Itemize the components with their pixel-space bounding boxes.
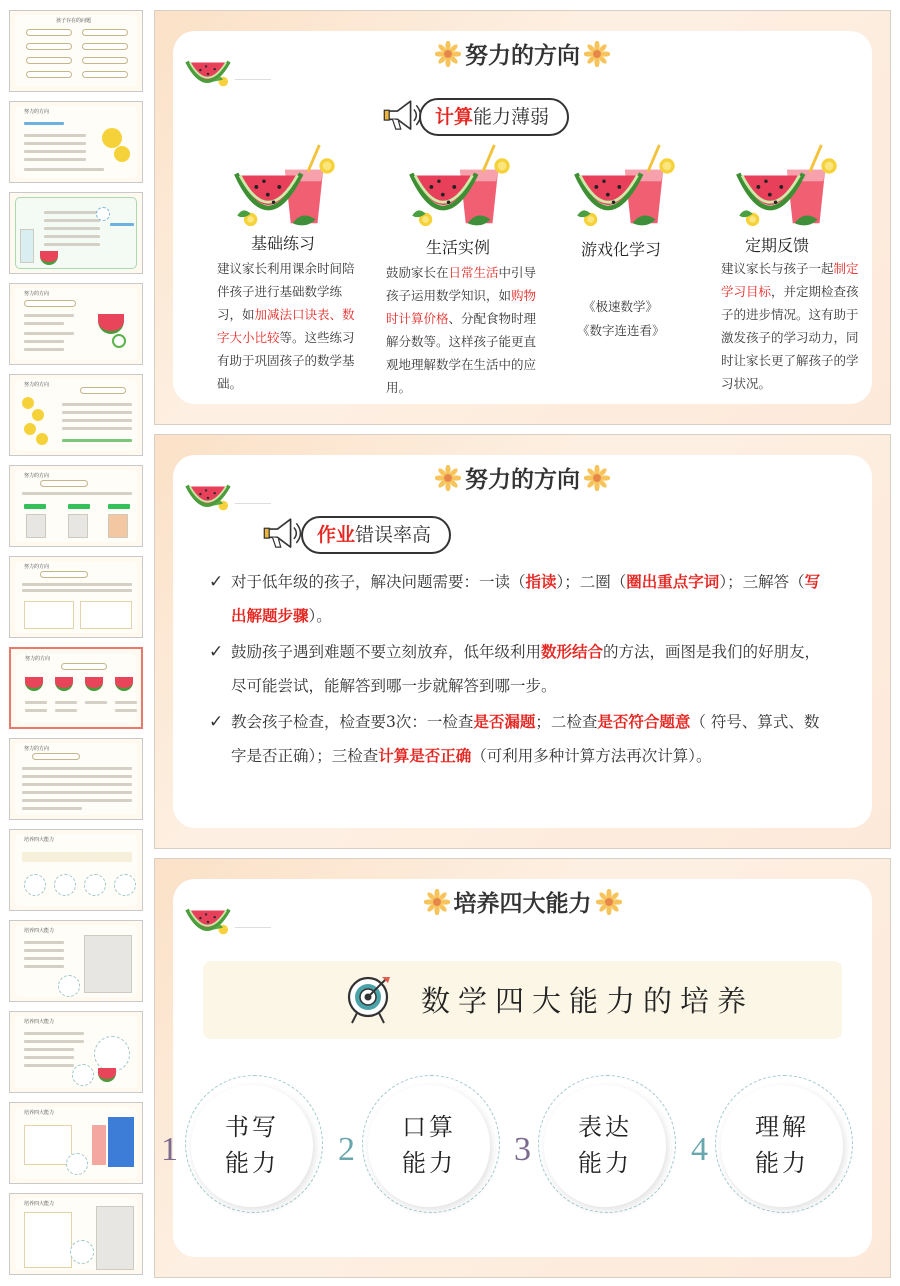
- ability-label-line: 能力: [402, 1149, 456, 1177]
- highlight-text: 数形结合: [541, 642, 604, 661]
- bullet-item: [209, 705, 832, 773]
- watermelon-juice-image: [233, 143, 337, 229]
- thumb-pill: [26, 71, 72, 78]
- ability-label-line: 表达: [578, 1113, 632, 1141]
- slide-thumbnail[interactable]: [9, 374, 143, 456]
- thumb-pill: [24, 300, 76, 307]
- slide-title: [173, 461, 872, 494]
- daisy-icon: [596, 889, 622, 915]
- tip-title: 生活实例: [426, 238, 491, 257]
- ability-label-line: 能力: [755, 1149, 809, 1177]
- thumb-bar: [24, 122, 64, 125]
- thumb-bar: [24, 158, 86, 161]
- thumbnail-title: 孩子存在的问题: [56, 18, 92, 24]
- thumb-image: [26, 514, 46, 538]
- body-text: 的方法，画图是我们的好朋友，尽可能尝试，能解答到哪一步就解答到哪一步。: [231, 643, 821, 695]
- thumb-bar: [92, 1125, 106, 1165]
- ability-comprehension: [691, 1075, 855, 1225]
- ability-label-line: 能力: [578, 1149, 632, 1177]
- thumb-bottle: [20, 229, 34, 263]
- thumb-pill: [82, 29, 128, 36]
- body-text: ）；三解答（: [719, 573, 805, 591]
- slide-thumbnail[interactable]: [9, 920, 143, 1002]
- title-banner: [203, 961, 842, 1039]
- slide-thumbnail[interactable]: [9, 1011, 143, 1093]
- section-heading-pill: [419, 98, 569, 136]
- thumb-bar: [55, 709, 77, 712]
- thumb-bar: [22, 589, 132, 592]
- ability-label-line: 口算: [402, 1113, 456, 1141]
- thumb-bar: [24, 340, 64, 343]
- tip-title: 游戏化学习: [581, 240, 662, 259]
- thumb-pill: [26, 57, 72, 64]
- thumb-bar: [22, 775, 132, 778]
- thumb-bar: [24, 150, 86, 153]
- ability-label-line: 理解: [755, 1113, 809, 1141]
- thumb-pill: [40, 571, 88, 578]
- ability-number: 3: [514, 1131, 531, 1168]
- thumb-bar: [85, 701, 107, 704]
- thumb-pill: [82, 71, 128, 78]
- slide-thumbnail[interactable]: [9, 1193, 143, 1275]
- thumb-pill: [80, 387, 126, 394]
- thumb-bar: [24, 1064, 74, 1067]
- watermelon-juice-image: [408, 143, 512, 229]
- body-text: （可利用多种计算方法再次计算）。: [471, 747, 712, 765]
- lemon-icon: [24, 423, 36, 435]
- heading-text: 能力薄弱: [473, 106, 550, 128]
- slide-thumbnail[interactable]: [9, 465, 143, 547]
- body-text: 鼓励家长在: [386, 265, 449, 280]
- body-text: 教会孩子检查，检查要3次：一检查: [231, 713, 474, 731]
- lemon-icon: [114, 146, 130, 162]
- tip-title: 基础练习: [251, 234, 316, 253]
- highlight-text: 购物时计算价格: [386, 288, 537, 326]
- tip-body: [217, 257, 363, 395]
- thumb-circle: [24, 874, 46, 896]
- lemon-icon: [22, 397, 34, 409]
- body-text: 对于低年级的孩子，解决问题需要：一读（: [231, 573, 526, 591]
- slide-card: [173, 31, 872, 404]
- thumb-bar: [22, 583, 132, 586]
- ability-label: [191, 1109, 313, 1181]
- thumb-bar: [62, 403, 132, 406]
- highlight-text: 日常生活: [448, 265, 499, 280]
- thumb-pill: [26, 43, 72, 50]
- body-text: 中引导孩子运用数学知识，如: [386, 265, 537, 303]
- checkmark-icon: ✓: [209, 642, 224, 662]
- thumbnail-title: 培养四大能力: [24, 1019, 55, 1025]
- thumbnail-title: 努力的方向: [25, 656, 51, 662]
- divider: [235, 503, 271, 504]
- heading-text: 错误率高: [355, 524, 432, 546]
- thumb-bar: [62, 427, 132, 430]
- slide-thumbnail[interactable]: [9, 738, 143, 820]
- thumb-bar: [24, 1048, 74, 1051]
- thumb-book: [108, 1117, 134, 1167]
- thumb-bar: [24, 941, 64, 944]
- ability-number: 4: [691, 1131, 708, 1168]
- thumb-box: [80, 601, 132, 629]
- body-text: ）；二圈（: [556, 573, 627, 591]
- slide-title-text: 培养四大能力: [453, 890, 592, 917]
- body-text: ）。: [308, 607, 332, 625]
- thumb-bar: [22, 791, 132, 794]
- lemon-icon: [32, 409, 44, 421]
- daisy-icon: [584, 465, 610, 491]
- daisy-icon: [435, 465, 461, 491]
- thumb-bar: [44, 211, 100, 214]
- body-text: 等。这些练习有助于巩固孩子的数学基础。: [217, 330, 355, 391]
- slide-card: [173, 455, 872, 828]
- slide-calc-weakness[interactable]: [154, 10, 891, 425]
- game-name: 《极速数学》: [583, 299, 659, 314]
- thumb-bar: [44, 227, 100, 230]
- ability-number: 2: [338, 1131, 355, 1168]
- banner-title: 数学四大能力的培养: [421, 984, 755, 1018]
- thumb-image: [68, 514, 88, 538]
- thumb-bar: [24, 134, 86, 137]
- slide-title-text: 努力的方向: [465, 42, 580, 69]
- game-name: 《数字连连看》: [577, 323, 665, 338]
- thumbnail-title: 努力的方向: [24, 291, 50, 297]
- thumb-bar: [24, 314, 74, 317]
- thumb-bar: [110, 223, 134, 226]
- thumb-circle: [66, 1153, 88, 1175]
- daisy-icon: [424, 889, 450, 915]
- thumb-bar: [24, 1056, 74, 1059]
- thumb-bar: [68, 504, 90, 509]
- thumbnail-title: 努力的方向: [24, 564, 50, 570]
- bullet-item: [209, 635, 832, 703]
- thumb-bar: [44, 219, 100, 222]
- thumb-bar: [115, 701, 137, 704]
- slide-title-text: 努力的方向: [465, 466, 580, 493]
- body-text: ；二检查: [535, 713, 598, 731]
- thumb-bar: [22, 807, 82, 810]
- slide-thumbnail[interactable]: [9, 1102, 143, 1184]
- thumb-bar: [24, 322, 64, 325]
- thumb-pill: [40, 480, 88, 487]
- thumb-circle: [96, 207, 110, 221]
- slide-thumbnail[interactable]: [9, 101, 143, 183]
- highlight-text: 是否漏题: [473, 712, 536, 731]
- thumb-bar: [22, 767, 132, 770]
- thumb-pill: [32, 753, 80, 760]
- body-text: 、分配食物时理解分数等。这样孩子能更直观地理解数学在生活中的应用。: [386, 311, 537, 395]
- slide-thumbnail[interactable]: [9, 283, 143, 365]
- thumb-pill: [82, 43, 128, 50]
- bullet-item: [209, 565, 832, 633]
- thumb-pill: [26, 29, 72, 36]
- lemon-icon: [102, 128, 122, 148]
- watermelon-juice-image: [573, 143, 677, 229]
- thumb-bar: [22, 799, 132, 802]
- daisy-icon: [435, 41, 461, 67]
- body-text: 鼓励孩子遇到难题不要立刻放弃，低年级利用: [231, 643, 542, 661]
- thumb-box: [24, 1212, 72, 1268]
- thumb-circle: [58, 975, 80, 997]
- target-icon: [344, 975, 392, 1025]
- thumb-bar: [24, 957, 64, 960]
- thumbnail-title: 努力的方向: [24, 382, 50, 388]
- thumb-circle: [72, 1064, 94, 1086]
- ability-writing: [161, 1075, 325, 1225]
- thumb-bar: [62, 411, 132, 414]
- divider: [235, 79, 271, 80]
- slide-thumbnail[interactable]: [9, 10, 143, 92]
- slide-thumbnail[interactable]: [9, 829, 143, 911]
- slide-homework-errors[interactable]: [154, 434, 891, 849]
- ability-number: 1: [161, 1131, 178, 1168]
- thumb-bar: [22, 492, 132, 495]
- watermelon-juice-image: [735, 143, 839, 229]
- highlight-text: 计算是否正确: [378, 746, 472, 765]
- highlight-text: 圈出重点字词: [626, 572, 720, 591]
- ability-label: [721, 1109, 843, 1181]
- thumb-bar: [25, 701, 47, 704]
- thumb-bar: [24, 504, 46, 509]
- thumbnail-title: 培养四大能力: [24, 837, 55, 843]
- ability-label-line: 能力: [225, 1149, 279, 1177]
- highlight-text: 是否符合题意: [597, 712, 691, 731]
- body-text: 建议家长与孩子一起: [721, 261, 834, 276]
- body-text: 建议家长利用课余时间陪伴孩子进行基础数学练习，如: [217, 261, 355, 322]
- thumb-bar: [108, 504, 130, 509]
- thumb-banner: [22, 852, 132, 862]
- thumb-bar: [24, 949, 64, 952]
- thumb-image: [96, 1206, 134, 1270]
- slide-thumbnail-active[interactable]: [9, 647, 143, 729]
- thumb-pill: [61, 663, 107, 670]
- daisy-icon: [584, 41, 610, 67]
- checkmark-icon: ✓: [209, 572, 224, 592]
- lemon-icon: [36, 433, 48, 445]
- thumb-circle: [84, 874, 106, 896]
- divider: [235, 927, 271, 928]
- section-heading-pill: [301, 516, 451, 554]
- thumb-bar: [24, 1040, 84, 1043]
- thumb-bar: [62, 419, 132, 422]
- heading-highlight: 作业: [317, 524, 356, 546]
- highlight-text: 加减法口诀表、数字大小比较: [217, 307, 355, 345]
- ability-label-line: 书写: [225, 1113, 279, 1141]
- thumb-bar: [24, 332, 74, 335]
- tip-body: [386, 261, 538, 399]
- thumb-bar: [115, 709, 137, 712]
- thumb-image: [84, 935, 132, 993]
- checkmark-icon: ✓: [209, 712, 224, 732]
- thumb-circle: [94, 1036, 130, 1072]
- thumb-bar: [24, 965, 64, 968]
- thumb-bar: [25, 709, 47, 712]
- thumb-circle: [70, 1240, 94, 1264]
- slide-four-abilities[interactable]: [154, 858, 891, 1278]
- slide-thumbnail[interactable]: [9, 556, 143, 638]
- thumb-circle: [54, 874, 76, 896]
- thumb-box: [24, 601, 74, 629]
- slide-card: [161, 879, 872, 1257]
- body-text: ，并定期检查孩子的进步情况。这有助于激发孩子的学习动力，同时让家长更了解孩子的学习状况。: [721, 284, 859, 391]
- ability-label: [368, 1109, 490, 1181]
- ability-mental-calc: [338, 1075, 502, 1225]
- thumbnail-title: 努力的方向: [24, 473, 50, 479]
- slide-title: [173, 885, 872, 918]
- thumbnail-title: 努力的方向: [24, 109, 50, 115]
- ability-expression: [514, 1075, 678, 1225]
- slide-thumbnail[interactable]: [9, 192, 143, 274]
- tip-title: 定期反馈: [745, 236, 810, 255]
- thumb-pill: [82, 57, 128, 64]
- thumb-bar: [62, 439, 132, 442]
- highlight-text: 指读: [525, 572, 557, 591]
- thumbnail-title: 培养四大能力: [24, 928, 55, 934]
- thumb-bar: [24, 168, 104, 171]
- thumb-bar: [55, 701, 77, 704]
- highlight-text: 制定学习目标: [721, 261, 859, 299]
- thumb-box: [24, 1125, 72, 1165]
- ability-label: [544, 1109, 666, 1181]
- thumb-circle: [114, 874, 136, 896]
- thumb-bar: [44, 235, 100, 238]
- body-text: （ 符号、算式、数字是否正确）；三检查: [231, 713, 820, 765]
- thumb-bar: [22, 783, 132, 786]
- thumb-bar: [44, 243, 100, 246]
- tip-body: [721, 257, 867, 395]
- thumb-bar: [24, 348, 64, 351]
- slide-title: [173, 37, 872, 70]
- thumbnail-title: 培养四大能力: [24, 1201, 55, 1207]
- slide-thumbnail-panel[interactable]: [0, 0, 148, 1286]
- thumb-image: [108, 514, 128, 538]
- heading-highlight: 计算: [435, 106, 474, 128]
- thumb-bar: [24, 1032, 84, 1035]
- thumbnail-title: 培养四大能力: [24, 1110, 55, 1116]
- highlight-text: 写出解题步骤: [231, 572, 821, 625]
- thumb-bar: [24, 142, 86, 145]
- thumbnail-title: 努力的方向: [24, 746, 50, 752]
- clock-icon: [112, 334, 126, 348]
